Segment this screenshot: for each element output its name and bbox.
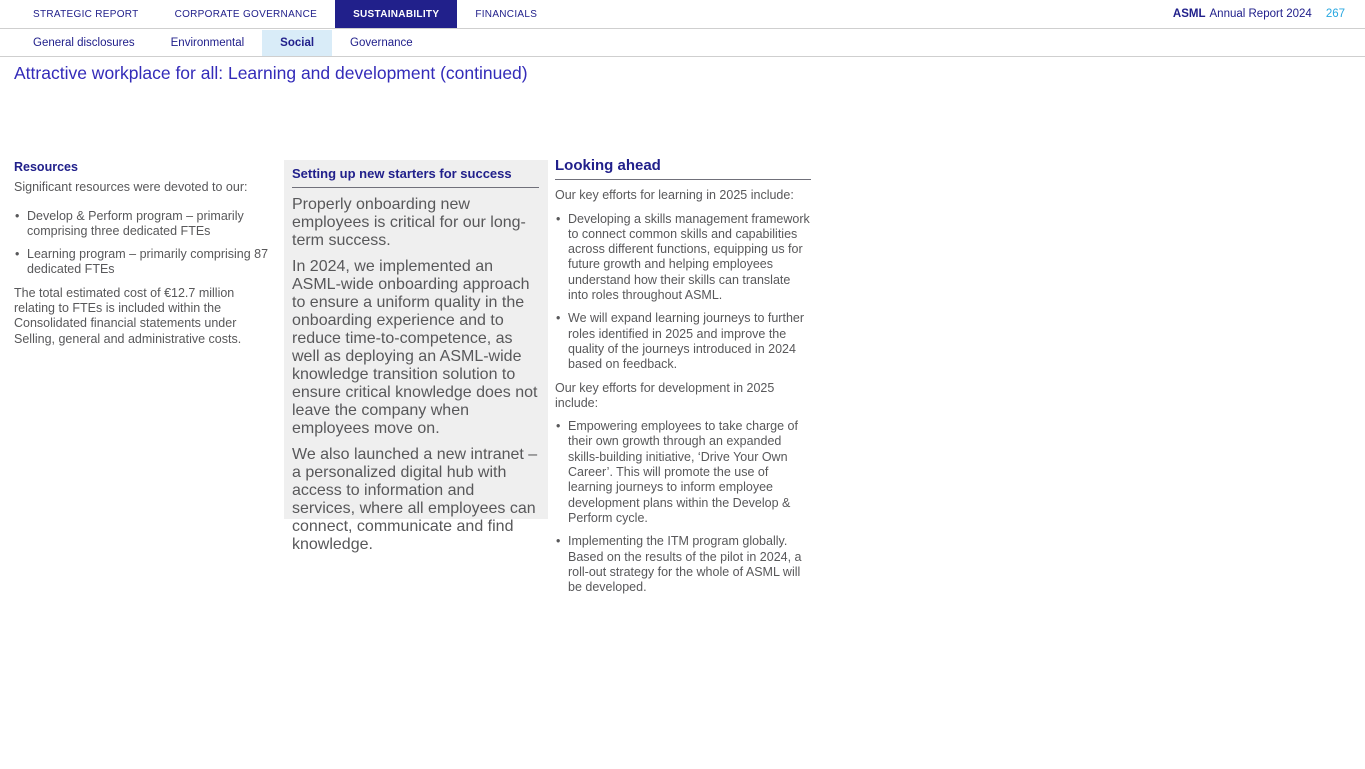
page-number: 267 — [1325, 8, 1345, 20]
looking-ahead-column — [555, 158, 811, 603]
resources-column — [14, 160, 274, 355]
sub-nav — [0, 30, 1365, 57]
resources-bullet-2: • Learning program – primarily comprising 87 dedicated FTEs — [14, 247, 274, 278]
resources-intro: Significant resources were devoted to our: — [14, 180, 248, 195]
brand-report-name: Annual Report 2024 — [1209, 8, 1312, 20]
subtab-social[interactable]: Social — [262, 30, 332, 56]
looking-ahead-heading: Looking ahead — [555, 158, 811, 180]
brand-asml: ASML — [1172, 8, 1206, 20]
resources-heading: Resources — [14, 160, 78, 174]
learning-intro: Our key efforts for learning in 2025 include: — [555, 188, 794, 203]
resources-bullet-1: • Develop & Perform program – primarily comprising three dedicated FTEs — [14, 209, 274, 240]
subtab-environmental[interactable]: Environmental — [170, 37, 245, 49]
new-starters-heading: Setting up new starters for success — [292, 166, 539, 188]
new-starters-panel — [284, 160, 548, 553]
learning-bullet-2: • We will expand learning journeys to further roles identified in 2025 and improve the quality of the journeys introduced in 2024 based on feedback. — [555, 311, 811, 372]
development-intro: Our key efforts for development in 2025 include: — [555, 380, 775, 410]
report-brand — [1173, 0, 1365, 28]
top-nav — [0, 0, 1365, 29]
tab-strategic-report[interactable]: STRATEGIC REPORT — [33, 8, 139, 20]
resources-outro: The total estimated cost of €12.7 million relating to FTEs is included within the Consolidated financial statements under Selling, general and administrative costs. — [14, 285, 242, 346]
learning-bullet-1: • Developing a skills management framework to connect common skills and capabilities across different functions, equipping us for future growth and helping employees understand how their skills can translate into roles throughout ASML. — [555, 212, 811, 304]
new-starters-paragraph-1: Properly onboarding new employees is critical for our long-term success. — [292, 196, 526, 249]
tab-corporate-governance[interactable]: CORPORATE GOVERNANCE — [174, 8, 318, 20]
development-bullet-1: • Empowering employees to take charge of their own growth through an expanded skills-building initiative, ‘Drive Your Own Career’. This will promote the use of learning journeys to inform employee development plans within the Develop & Perform cycle. — [555, 419, 811, 526]
page-title: Attractive workplace for all: Learning and development (continued) — [14, 63, 528, 83]
tab-sustainability[interactable]: SUSTAINABILITY — [335, 0, 457, 28]
subtab-general-disclosures[interactable]: General disclosures — [33, 37, 135, 49]
subtab-governance[interactable]: Governance — [350, 37, 413, 49]
tab-financials[interactable]: FINANCIALS — [475, 8, 538, 20]
new-starters-paragraph-3: We also launched a new intranet – a personalized digital hub with access to information and services, where all employees can connect, communicate and find knowledge. — [292, 446, 538, 553]
development-bullet-2: • Implementing the ITM program globally. Based on the results of the pilot in 2024, a roll-out strategy for the whole of ASML will be developed. — [555, 534, 811, 595]
new-starters-paragraph-2: In 2024, we implemented an ASML-wide onboarding approach to ensure a uniform quality in the onboarding experience and to reduce time-to-competence, as well as deploying an ASML-wide knowledge transition solution to ensure critical knowledge does not leave the company when employees move on. — [292, 258, 538, 437]
